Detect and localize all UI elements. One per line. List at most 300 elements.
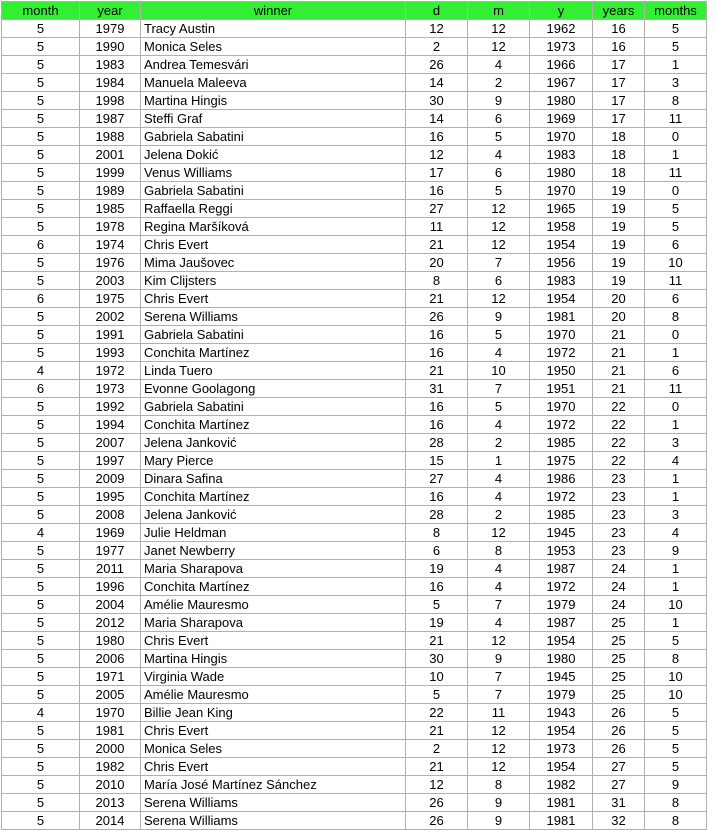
- years-cell[interactable]: 21: [593, 380, 645, 398]
- months-cell[interactable]: 10: [645, 596, 707, 614]
- winner-cell[interactable]: Manuela Maleeva: [141, 74, 406, 92]
- years-cell[interactable]: 24: [593, 596, 645, 614]
- years-cell[interactable]: 17: [593, 74, 645, 92]
- y-cell[interactable]: 1962: [530, 20, 593, 38]
- d-cell[interactable]: 2: [406, 740, 468, 758]
- year-cell[interactable]: 2014: [80, 812, 141, 830]
- y-cell[interactable]: 1943: [530, 704, 593, 722]
- months-cell[interactable]: 6: [645, 290, 707, 308]
- d-cell[interactable]: 30: [406, 92, 468, 110]
- winner-cell[interactable]: Raffaella Reggi: [141, 200, 406, 218]
- month-cell[interactable]: 5: [2, 596, 80, 614]
- y-cell[interactable]: 1953: [530, 542, 593, 560]
- years-cell[interactable]: 23: [593, 470, 645, 488]
- y-cell[interactable]: 1956: [530, 254, 593, 272]
- years-cell[interactable]: 20: [593, 308, 645, 326]
- m-cell[interactable]: 5: [468, 182, 530, 200]
- months-cell[interactable]: 3: [645, 434, 707, 452]
- year-cell[interactable]: 1985: [80, 200, 141, 218]
- years-cell[interactable]: 21: [593, 326, 645, 344]
- month-cell[interactable]: 5: [2, 776, 80, 794]
- year-cell[interactable]: 1972: [80, 362, 141, 380]
- year-cell[interactable]: 2011: [80, 560, 141, 578]
- months-cell[interactable]: 9: [645, 542, 707, 560]
- m-cell[interactable]: 12: [468, 632, 530, 650]
- year-cell[interactable]: 1993: [80, 344, 141, 362]
- m-cell[interactable]: 4: [468, 416, 530, 434]
- months-cell[interactable]: 6: [645, 236, 707, 254]
- y-cell[interactable]: 1987: [530, 560, 593, 578]
- d-cell[interactable]: 12: [406, 146, 468, 164]
- m-cell[interactable]: 5: [468, 128, 530, 146]
- years-cell[interactable]: 23: [593, 542, 645, 560]
- m-cell[interactable]: 7: [468, 668, 530, 686]
- months-cell[interactable]: 0: [645, 128, 707, 146]
- m-cell[interactable]: 2: [468, 434, 530, 452]
- y-cell[interactable]: 1973: [530, 38, 593, 56]
- y-cell[interactable]: 1980: [530, 164, 593, 182]
- y-cell[interactable]: 1966: [530, 56, 593, 74]
- years-cell[interactable]: 32: [593, 812, 645, 830]
- winner-cell[interactable]: Chris Evert: [141, 290, 406, 308]
- d-cell[interactable]: 10: [406, 668, 468, 686]
- month-cell[interactable]: 5: [2, 254, 80, 272]
- months-cell[interactable]: 1: [645, 344, 707, 362]
- year-cell[interactable]: 1978: [80, 218, 141, 236]
- d-cell[interactable]: 16: [406, 182, 468, 200]
- years-cell[interactable]: 19: [593, 200, 645, 218]
- year-cell[interactable]: 2009: [80, 470, 141, 488]
- year-cell[interactable]: 1999: [80, 164, 141, 182]
- year-cell[interactable]: 2002: [80, 308, 141, 326]
- years-cell[interactable]: 25: [593, 650, 645, 668]
- years-cell[interactable]: 23: [593, 488, 645, 506]
- m-cell[interactable]: 12: [468, 200, 530, 218]
- d-cell[interactable]: 21: [406, 758, 468, 776]
- year-cell[interactable]: 2007: [80, 434, 141, 452]
- months-cell[interactable]: 1: [645, 470, 707, 488]
- m-cell[interactable]: 5: [468, 326, 530, 344]
- years-cell[interactable]: 19: [593, 182, 645, 200]
- year-cell[interactable]: 2013: [80, 794, 141, 812]
- month-cell[interactable]: 4: [2, 362, 80, 380]
- years-cell[interactable]: 22: [593, 452, 645, 470]
- d-cell[interactable]: 14: [406, 110, 468, 128]
- m-cell[interactable]: 12: [468, 524, 530, 542]
- d-cell[interactable]: 6: [406, 542, 468, 560]
- winner-cell[interactable]: Kim Clijsters: [141, 272, 406, 290]
- winner-cell[interactable]: Chris Evert: [141, 758, 406, 776]
- months-cell[interactable]: 5: [645, 758, 707, 776]
- winner-cell[interactable]: Billie Jean King: [141, 704, 406, 722]
- month-cell[interactable]: 5: [2, 794, 80, 812]
- y-cell[interactable]: 1945: [530, 524, 593, 542]
- column-header-month[interactable]: month: [2, 2, 80, 20]
- months-cell[interactable]: 5: [645, 200, 707, 218]
- months-cell[interactable]: 1: [645, 614, 707, 632]
- y-cell[interactable]: 1972: [530, 578, 593, 596]
- year-cell[interactable]: 1987: [80, 110, 141, 128]
- column-header-d[interactable]: d: [406, 2, 468, 20]
- y-cell[interactable]: 1954: [530, 758, 593, 776]
- year-cell[interactable]: 1975: [80, 290, 141, 308]
- y-cell[interactable]: 1981: [530, 812, 593, 830]
- months-cell[interactable]: 5: [645, 740, 707, 758]
- d-cell[interactable]: 15: [406, 452, 468, 470]
- d-cell[interactable]: 8: [406, 524, 468, 542]
- months-cell[interactable]: 11: [645, 110, 707, 128]
- d-cell[interactable]: 27: [406, 200, 468, 218]
- winner-cell[interactable]: Mima Jaušovec: [141, 254, 406, 272]
- years-cell[interactable]: 16: [593, 20, 645, 38]
- winner-cell[interactable]: Jelena Dokić: [141, 146, 406, 164]
- m-cell[interactable]: 7: [468, 686, 530, 704]
- years-cell[interactable]: 16: [593, 38, 645, 56]
- years-cell[interactable]: 18: [593, 146, 645, 164]
- month-cell[interactable]: 4: [2, 704, 80, 722]
- month-cell[interactable]: 5: [2, 434, 80, 452]
- d-cell[interactable]: 16: [406, 488, 468, 506]
- month-cell[interactable]: 6: [2, 236, 80, 254]
- month-cell[interactable]: 5: [2, 542, 80, 560]
- y-cell[interactable]: 1969: [530, 110, 593, 128]
- month-cell[interactable]: 5: [2, 344, 80, 362]
- winner-cell[interactable]: Conchita Martínez: [141, 578, 406, 596]
- month-cell[interactable]: 5: [2, 182, 80, 200]
- m-cell[interactable]: 12: [468, 236, 530, 254]
- month-cell[interactable]: 5: [2, 650, 80, 668]
- y-cell[interactable]: 1954: [530, 632, 593, 650]
- year-cell[interactable]: 1973: [80, 380, 141, 398]
- year-cell[interactable]: 1969: [80, 524, 141, 542]
- d-cell[interactable]: 30: [406, 650, 468, 668]
- winner-cell[interactable]: Monica Seles: [141, 740, 406, 758]
- year-cell[interactable]: 2001: [80, 146, 141, 164]
- m-cell[interactable]: 2: [468, 506, 530, 524]
- column-header-m[interactable]: m: [468, 2, 530, 20]
- m-cell[interactable]: 2: [468, 74, 530, 92]
- y-cell[interactable]: 1985: [530, 434, 593, 452]
- month-cell[interactable]: 5: [2, 92, 80, 110]
- m-cell[interactable]: 6: [468, 164, 530, 182]
- month-cell[interactable]: 4: [2, 524, 80, 542]
- d-cell[interactable]: 26: [406, 56, 468, 74]
- winner-cell[interactable]: Conchita Martínez: [141, 416, 406, 434]
- years-cell[interactable]: 25: [593, 686, 645, 704]
- months-cell[interactable]: 6: [645, 362, 707, 380]
- d-cell[interactable]: 12: [406, 20, 468, 38]
- winner-cell[interactable]: Martina Hingis: [141, 650, 406, 668]
- month-cell[interactable]: 5: [2, 686, 80, 704]
- month-cell[interactable]: 5: [2, 200, 80, 218]
- years-cell[interactable]: 22: [593, 398, 645, 416]
- months-cell[interactable]: 11: [645, 272, 707, 290]
- winner-cell[interactable]: Serena Williams: [141, 308, 406, 326]
- years-cell[interactable]: 20: [593, 290, 645, 308]
- y-cell[interactable]: 1965: [530, 200, 593, 218]
- year-cell[interactable]: 1988: [80, 128, 141, 146]
- m-cell[interactable]: 9: [468, 308, 530, 326]
- year-cell[interactable]: 2010: [80, 776, 141, 794]
- months-cell[interactable]: 0: [645, 398, 707, 416]
- winner-cell[interactable]: Serena Williams: [141, 794, 406, 812]
- d-cell[interactable]: 21: [406, 290, 468, 308]
- winner-cell[interactable]: Andrea Temesvári: [141, 56, 406, 74]
- y-cell[interactable]: 1980: [530, 92, 593, 110]
- month-cell[interactable]: 5: [2, 272, 80, 290]
- m-cell[interactable]: 11: [468, 704, 530, 722]
- year-cell[interactable]: 1982: [80, 758, 141, 776]
- months-cell[interactable]: 5: [645, 218, 707, 236]
- m-cell[interactable]: 7: [468, 254, 530, 272]
- months-cell[interactable]: 5: [645, 632, 707, 650]
- m-cell[interactable]: 12: [468, 20, 530, 38]
- m-cell[interactable]: 12: [468, 722, 530, 740]
- winner-cell[interactable]: Maria Sharapova: [141, 614, 406, 632]
- d-cell[interactable]: 16: [406, 326, 468, 344]
- m-cell[interactable]: 4: [468, 560, 530, 578]
- years-cell[interactable]: 22: [593, 434, 645, 452]
- m-cell[interactable]: 12: [468, 758, 530, 776]
- months-cell[interactable]: 3: [645, 74, 707, 92]
- winner-cell[interactable]: Julie Heldman: [141, 524, 406, 542]
- m-cell[interactable]: 12: [468, 740, 530, 758]
- y-cell[interactable]: 1972: [530, 416, 593, 434]
- year-cell[interactable]: 1992: [80, 398, 141, 416]
- months-cell[interactable]: 5: [645, 38, 707, 56]
- year-cell[interactable]: 1976: [80, 254, 141, 272]
- winner-cell[interactable]: Martina Hingis: [141, 92, 406, 110]
- d-cell[interactable]: 19: [406, 614, 468, 632]
- column-header-year[interactable]: year: [80, 2, 141, 20]
- m-cell[interactable]: 8: [468, 776, 530, 794]
- years-cell[interactable]: 27: [593, 776, 645, 794]
- d-cell[interactable]: 12: [406, 776, 468, 794]
- years-cell[interactable]: 18: [593, 164, 645, 182]
- d-cell[interactable]: 5: [406, 596, 468, 614]
- months-cell[interactable]: 9: [645, 776, 707, 794]
- year-cell[interactable]: 2003: [80, 272, 141, 290]
- winner-cell[interactable]: Amélie Mauresmo: [141, 686, 406, 704]
- month-cell[interactable]: 5: [2, 164, 80, 182]
- y-cell[interactable]: 1983: [530, 272, 593, 290]
- y-cell[interactable]: 1972: [530, 488, 593, 506]
- winner-cell[interactable]: Mary Pierce: [141, 452, 406, 470]
- month-cell[interactable]: 5: [2, 452, 80, 470]
- m-cell[interactable]: 6: [468, 110, 530, 128]
- months-cell[interactable]: 5: [645, 20, 707, 38]
- winner-cell[interactable]: Dinara Safina: [141, 470, 406, 488]
- month-cell[interactable]: 5: [2, 74, 80, 92]
- years-cell[interactable]: 17: [593, 56, 645, 74]
- years-cell[interactable]: 25: [593, 632, 645, 650]
- m-cell[interactable]: 5: [468, 398, 530, 416]
- y-cell[interactable]: 1958: [530, 218, 593, 236]
- years-cell[interactable]: 23: [593, 506, 645, 524]
- month-cell[interactable]: 5: [2, 614, 80, 632]
- months-cell[interactable]: 1: [645, 146, 707, 164]
- months-cell[interactable]: 1: [645, 578, 707, 596]
- m-cell[interactable]: 4: [468, 614, 530, 632]
- month-cell[interactable]: 5: [2, 812, 80, 830]
- month-cell[interactable]: 5: [2, 560, 80, 578]
- winner-cell[interactable]: Jelena Janković: [141, 506, 406, 524]
- y-cell[interactable]: 1975: [530, 452, 593, 470]
- m-cell[interactable]: 9: [468, 650, 530, 668]
- months-cell[interactable]: 3: [645, 506, 707, 524]
- year-cell[interactable]: 2006: [80, 650, 141, 668]
- m-cell[interactable]: 4: [468, 578, 530, 596]
- winner-cell[interactable]: Maria Sharapova: [141, 560, 406, 578]
- year-cell[interactable]: 1979: [80, 20, 141, 38]
- m-cell[interactable]: 9: [468, 812, 530, 830]
- y-cell[interactable]: 1979: [530, 596, 593, 614]
- month-cell[interactable]: 5: [2, 578, 80, 596]
- winner-cell[interactable]: Venus Williams: [141, 164, 406, 182]
- d-cell[interactable]: 26: [406, 308, 468, 326]
- winner-cell[interactable]: Chris Evert: [141, 236, 406, 254]
- winner-cell[interactable]: Jelena Janković: [141, 434, 406, 452]
- month-cell[interactable]: 5: [2, 416, 80, 434]
- months-cell[interactable]: 4: [645, 452, 707, 470]
- winner-cell[interactable]: Serena Williams: [141, 812, 406, 830]
- winner-cell[interactable]: Chris Evert: [141, 632, 406, 650]
- year-cell[interactable]: 1980: [80, 632, 141, 650]
- year-cell[interactable]: 2008: [80, 506, 141, 524]
- y-cell[interactable]: 1951: [530, 380, 593, 398]
- years-cell[interactable]: 26: [593, 722, 645, 740]
- months-cell[interactable]: 1: [645, 560, 707, 578]
- year-cell[interactable]: 1994: [80, 416, 141, 434]
- months-cell[interactable]: 11: [645, 380, 707, 398]
- m-cell[interactable]: 12: [468, 38, 530, 56]
- d-cell[interactable]: 21: [406, 722, 468, 740]
- month-cell[interactable]: 5: [2, 758, 80, 776]
- d-cell[interactable]: 5: [406, 686, 468, 704]
- y-cell[interactable]: 1954: [530, 290, 593, 308]
- years-cell[interactable]: 19: [593, 236, 645, 254]
- y-cell[interactable]: 1945: [530, 668, 593, 686]
- m-cell[interactable]: 1: [468, 452, 530, 470]
- m-cell[interactable]: 6: [468, 272, 530, 290]
- winner-cell[interactable]: Gabriela Sabatini: [141, 326, 406, 344]
- month-cell[interactable]: 5: [2, 128, 80, 146]
- m-cell[interactable]: 8: [468, 542, 530, 560]
- year-cell[interactable]: 2012: [80, 614, 141, 632]
- d-cell[interactable]: 31: [406, 380, 468, 398]
- years-cell[interactable]: 24: [593, 578, 645, 596]
- month-cell[interactable]: 5: [2, 488, 80, 506]
- y-cell[interactable]: 1972: [530, 344, 593, 362]
- years-cell[interactable]: 26: [593, 740, 645, 758]
- y-cell[interactable]: 1970: [530, 128, 593, 146]
- month-cell[interactable]: 5: [2, 218, 80, 236]
- years-cell[interactable]: 24: [593, 560, 645, 578]
- m-cell[interactable]: 9: [468, 92, 530, 110]
- months-cell[interactable]: 8: [645, 650, 707, 668]
- d-cell[interactable]: 27: [406, 470, 468, 488]
- d-cell[interactable]: 20: [406, 254, 468, 272]
- d-cell[interactable]: 21: [406, 362, 468, 380]
- year-cell[interactable]: 1971: [80, 668, 141, 686]
- d-cell[interactable]: 14: [406, 74, 468, 92]
- year-cell[interactable]: 1996: [80, 578, 141, 596]
- y-cell[interactable]: 1986: [530, 470, 593, 488]
- years-cell[interactable]: 21: [593, 362, 645, 380]
- month-cell[interactable]: 5: [2, 56, 80, 74]
- year-cell[interactable]: 1977: [80, 542, 141, 560]
- month-cell[interactable]: 5: [2, 470, 80, 488]
- month-cell[interactable]: 6: [2, 380, 80, 398]
- winner-cell[interactable]: Evonne Goolagong: [141, 380, 406, 398]
- years-cell[interactable]: 19: [593, 272, 645, 290]
- m-cell[interactable]: 4: [468, 470, 530, 488]
- month-cell[interactable]: 5: [2, 632, 80, 650]
- years-cell[interactable]: 17: [593, 92, 645, 110]
- months-cell[interactable]: 10: [645, 686, 707, 704]
- m-cell[interactable]: 9: [468, 794, 530, 812]
- years-cell[interactable]: 26: [593, 704, 645, 722]
- months-cell[interactable]: 8: [645, 794, 707, 812]
- m-cell[interactable]: 7: [468, 380, 530, 398]
- winner-cell[interactable]: Virginia Wade: [141, 668, 406, 686]
- y-cell[interactable]: 1950: [530, 362, 593, 380]
- year-cell[interactable]: 2005: [80, 686, 141, 704]
- d-cell[interactable]: 11: [406, 218, 468, 236]
- winner-cell[interactable]: Tracy Austin: [141, 20, 406, 38]
- y-cell[interactable]: 1970: [530, 326, 593, 344]
- winner-cell[interactable]: Regina Maršíková: [141, 218, 406, 236]
- years-cell[interactable]: 27: [593, 758, 645, 776]
- years-cell[interactable]: 21: [593, 344, 645, 362]
- months-cell[interactable]: 0: [645, 182, 707, 200]
- y-cell[interactable]: 1985: [530, 506, 593, 524]
- d-cell[interactable]: 19: [406, 560, 468, 578]
- winner-cell[interactable]: Gabriela Sabatini: [141, 182, 406, 200]
- column-header-months[interactable]: months: [645, 2, 707, 20]
- month-cell[interactable]: 5: [2, 110, 80, 128]
- d-cell[interactable]: 28: [406, 506, 468, 524]
- d-cell[interactable]: 16: [406, 344, 468, 362]
- month-cell[interactable]: 5: [2, 722, 80, 740]
- m-cell[interactable]: 4: [468, 146, 530, 164]
- winner-cell[interactable]: Steffi Graf: [141, 110, 406, 128]
- months-cell[interactable]: 1: [645, 488, 707, 506]
- month-cell[interactable]: 5: [2, 506, 80, 524]
- m-cell[interactable]: 4: [468, 56, 530, 74]
- d-cell[interactable]: 21: [406, 236, 468, 254]
- year-cell[interactable]: 1995: [80, 488, 141, 506]
- y-cell[interactable]: 1970: [530, 182, 593, 200]
- m-cell[interactable]: 12: [468, 218, 530, 236]
- y-cell[interactable]: 1980: [530, 650, 593, 668]
- column-header-winner[interactable]: winner: [141, 2, 406, 20]
- month-cell[interactable]: 5: [2, 740, 80, 758]
- d-cell[interactable]: 17: [406, 164, 468, 182]
- column-header-y[interactable]: y: [530, 2, 593, 20]
- year-cell[interactable]: 1998: [80, 92, 141, 110]
- d-cell[interactable]: 16: [406, 578, 468, 596]
- winner-cell[interactable]: Amélie Mauresmo: [141, 596, 406, 614]
- years-cell[interactable]: 25: [593, 614, 645, 632]
- y-cell[interactable]: 1954: [530, 236, 593, 254]
- m-cell[interactable]: 7: [468, 596, 530, 614]
- year-cell[interactable]: 1997: [80, 452, 141, 470]
- years-cell[interactable]: 22: [593, 416, 645, 434]
- year-cell[interactable]: 1984: [80, 74, 141, 92]
- y-cell[interactable]: 1973: [530, 740, 593, 758]
- d-cell[interactable]: 2: [406, 38, 468, 56]
